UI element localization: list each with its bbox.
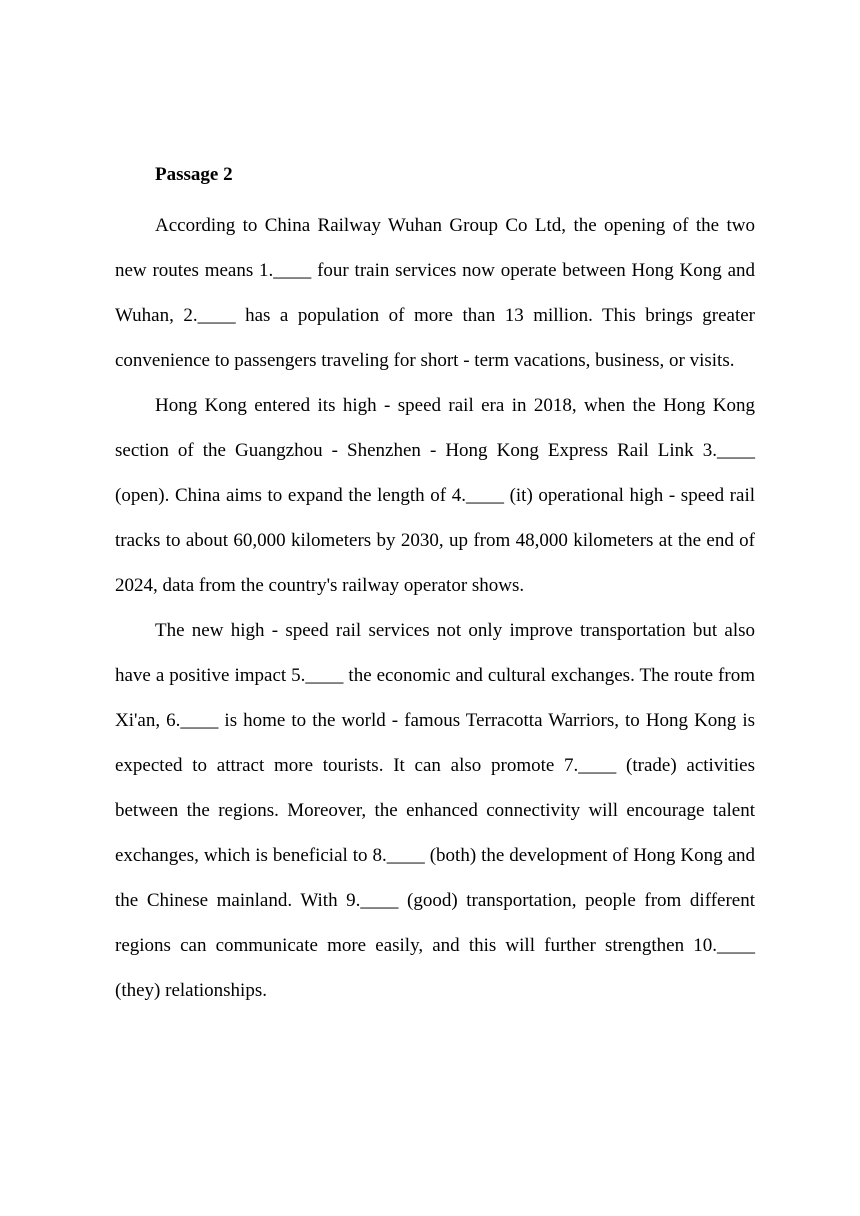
passage-heading: Passage 2 bbox=[155, 164, 233, 185]
document-page bbox=[115, 158, 755, 1013]
paragraph-3: The new high - speed rail services not only improve transportation but also have a positive impact 5.____ the economic and cultural exchanges. The route from Xi'an, 6.____ is home to the world - famous Terracotta Warriors, to Hong Kong is expected to attract more tourists. It can also promote 7.____ (trade) activities between the regions. Moreover, the enhanced connectivity will encourage talent exchanges, which is beneficial to 8.____ (both) the development of Hong Kong and the Chinese mainland. With 9.____ (good) transportation, people from different regions can communicate more easily, and this will further strengthen 10.____ (they) relationships. bbox=[115, 620, 755, 1001]
paragraph-1: According to China Railway Wuhan Group Co Ltd, the opening of the two new routes means 1.____ four train services now operate between Hong Kong and Wuhan, 2.____ has a population of more than 13 million. This brings greater convenience to passengers traveling for short - term vacations, business, or visits. bbox=[115, 215, 755, 371]
paragraph-2: Hong Kong entered its high - speed rail era in 2018, when the Hong Kong section of the Guangzhou - Shenzhen - Hong Kong Express Rail Link 3.____ (open). China aims to expand the length of 4.____ (it) operational high - speed rail tracks to about 60,000 kilometers by 2030, up from 48,000 kilometers at the end of 2024, data from the country's railway operator shows. bbox=[115, 395, 755, 596]
